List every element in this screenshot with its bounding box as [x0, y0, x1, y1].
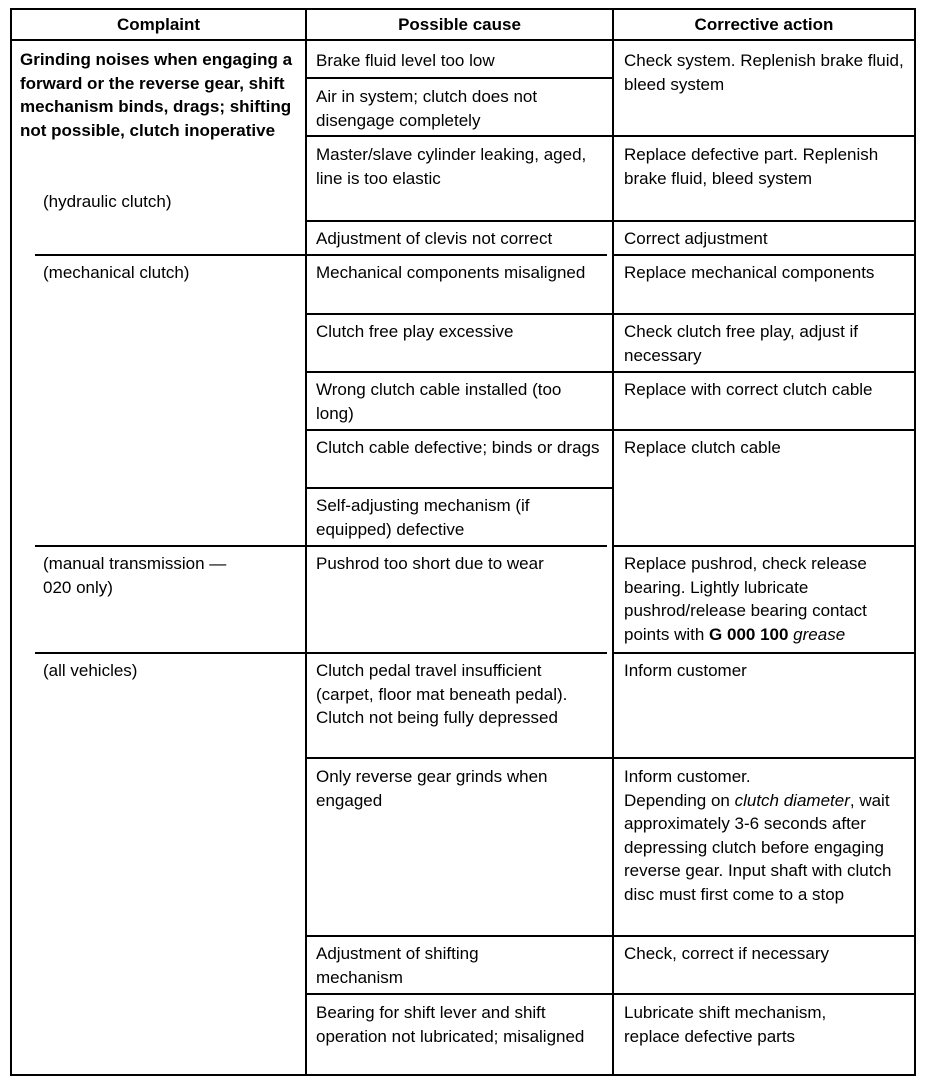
cause-item: Only reverse gear grinds when engaged — [316, 767, 548, 810]
action-text: Depending on — [624, 790, 735, 810]
complaint-hydraulic-clutch: (hydraulic clutch) — [43, 192, 172, 211]
action-text: , wait approximately 3-6 seconds after depressing clutch before engaging reverse gear. Input shaft with clutch disc must first come to a stop — [624, 790, 892, 904]
action-item: Replace defective part. Replenish brake fluid, bleed system — [624, 145, 879, 188]
header-complaint: Complaint — [116, 15, 201, 34]
action-row-divider — [612, 993, 916, 995]
cause-item: Pushrod too short due to wear — [316, 554, 544, 573]
complaint-mechanical-clutch: (mechanical clutch) — [43, 263, 190, 282]
action-item: Check system. Replenish brake fluid, bleed system — [624, 51, 904, 94]
cause-item: Wrong clutch cable installed (too long) — [316, 380, 562, 423]
action-item: Check, correct if necessary — [624, 944, 830, 963]
cause-row-divider — [305, 935, 614, 937]
action-item: Lubricate shift mechanism, replace defective parts — [624, 1003, 827, 1046]
cause-row-divider — [305, 757, 614, 759]
column-divider-1 — [305, 8, 307, 1076]
cause-row-divider — [305, 371, 614, 373]
action-row-divider — [612, 545, 916, 547]
action-item: Check clutch free play, adjust if necessary — [624, 322, 859, 365]
header-possible-cause: Possible cause — [398, 15, 521, 34]
cause-item: Brake fluid level too low — [316, 51, 495, 70]
action-text: Replace pushrod, check release bearing. Lightly lubricate pushrod/release bearing contact points with — [624, 554, 867, 644]
cause-row-divider — [305, 993, 614, 995]
header-corrective-action: Corrective action — [694, 15, 834, 34]
grease-part-number: G 000 100 — [709, 624, 789, 644]
cause-item: Air in system; clutch does not disengage completely — [316, 87, 538, 130]
table-border-right — [914, 8, 916, 1076]
complaint-all-vehicles: (all vehicles) — [43, 661, 138, 680]
cause-item: Mechanical components misaligned — [316, 263, 586, 282]
group-divider-manual — [35, 545, 607, 547]
cause-item: Clutch cable defective; binds or drags — [316, 438, 600, 457]
cause-item: Clutch pedal travel insufficient (carpet, floor mat beneath pedal). Clutch not being fully depressed — [316, 661, 568, 727]
cause-row-divider — [305, 487, 614, 489]
header-divider — [10, 39, 916, 41]
action-row-divider — [612, 371, 916, 373]
action-item: Correct adjustment — [624, 229, 768, 248]
action-item: Replace with correct clutch cable — [624, 380, 873, 399]
action-row-divider — [612, 135, 916, 137]
table-border-top — [10, 8, 916, 10]
action-row-divider — [612, 313, 916, 315]
action-item: Replace mechanical components — [624, 263, 875, 282]
cause-item: Bearing for shift lever and shift operation not lubricated; misaligned — [316, 1003, 585, 1046]
cause-row-divider — [305, 77, 614, 79]
cause-row-divider — [305, 135, 614, 137]
action-item: Replace clutch cable — [624, 438, 781, 457]
cause-row-divider — [305, 220, 614, 222]
action-row-divider — [612, 652, 916, 654]
cause-item: Master/slave cylinder leaking, aged, line is too elastic — [316, 145, 587, 188]
complaint-manual-transmission-line2: 020 only) — [43, 578, 113, 597]
cause-row-divider — [305, 313, 614, 315]
action-row-divider — [612, 429, 916, 431]
group-divider-mechanical — [35, 254, 607, 256]
cause-row-divider — [305, 429, 614, 431]
table-border-left — [10, 8, 12, 1076]
clutch-diameter-text: clutch diameter — [734, 790, 850, 810]
action-text: Inform customer. — [624, 767, 751, 786]
cause-item: Self-adjusting mechanism (if equipped) defective — [316, 496, 530, 539]
grease-label: grease — [788, 624, 846, 644]
complaint-manual-transmission-line1: (manual transmission — — [43, 554, 227, 573]
cause-item: Adjustment of shifting mechanism — [316, 944, 479, 987]
action-row-divider — [612, 254, 916, 256]
complaint-main: Grinding noises when engaging a forward or the reverse gear, shift mechanism binds, drags; shifting not possible, clutch inoperative — [20, 50, 293, 140]
action-row-divider — [612, 220, 916, 222]
action-item: Inform customer — [624, 661, 747, 680]
action-row-divider — [612, 757, 916, 759]
action-row-divider — [612, 935, 916, 937]
action-item — [624, 765, 912, 906]
table-border-bottom — [10, 1074, 916, 1076]
group-divider-all — [35, 652, 607, 654]
cause-item: Adjustment of clevis not correct — [316, 229, 553, 248]
action-item — [624, 552, 914, 646]
column-divider-2 — [612, 8, 614, 1076]
cause-item: Clutch free play excessive — [316, 322, 514, 341]
